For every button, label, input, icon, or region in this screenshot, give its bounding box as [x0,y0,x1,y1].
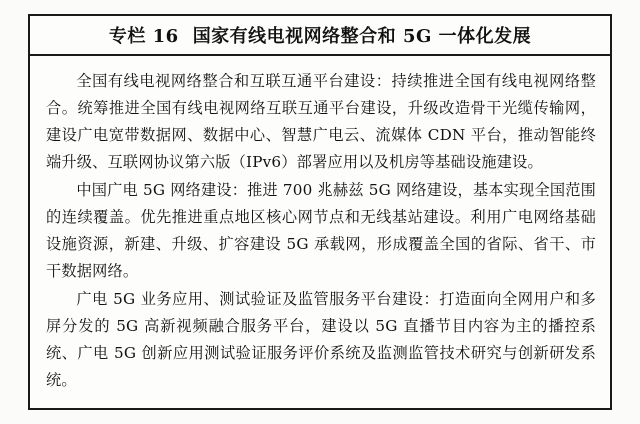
paragraph: 全国有线电视网络整合和互联互通平台建设：持续推进全国有线电视网络整合。统筹推进全国有线电视网络互联互通平台建设，升级改造骨干光缆传输网，建设广电宽带数据网、数据中心、智慧广电云、流媒体 CDN 平台，推动智能终端升级、互联网协议第六版（IPv6）部署应用以及机房等基础设施建设。 [46,72,596,171]
highlight-box [28,14,612,410]
box-title [109,22,531,48]
box-number: 专栏 16 [108,26,179,47]
paragraph: 广电 5G 业务应用、测试验证及监管服务平台建设：打造面向全网用户和多屏分发的 5G 高新视频融合服务平台，建设以 5G 直播节目内容为主的播控系统、广电 5G 创新应用测试验证服务评价系统及监测监管技术研究与创新研发系统。 [46,290,596,389]
paragraph: 中国广电 5G 网络建设：推进 700 兆赫兹 5G 网络建设，基本实现全国范围的连续覆盖。优先推进重点地区核心网节点和无线基站建设。利用广电网络基础设施资源，新建、升级、扩容建设 5G 承载网，形成覆盖全国的省际、省干、市干数据网络。 [46,181,596,280]
box-body [30,56,610,404]
box-heading: 国家有线电视网络整合和 5G 一体化发展 [192,26,532,47]
box-title-band [30,16,610,56]
